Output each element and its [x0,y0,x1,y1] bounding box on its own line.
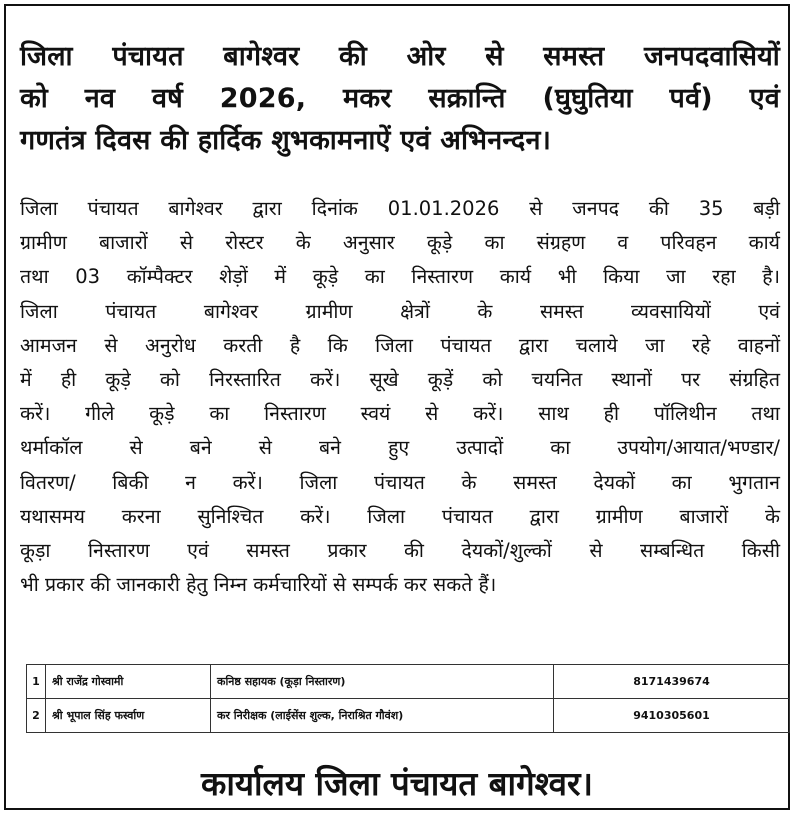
employee-name: श्री भूपाल सिंह फर्स्वाण [46,699,211,733]
office-signature: कार्यालय जिला पंचायत बागेश्वर। [200,764,594,803]
table-row [27,699,790,733]
serial-number: 1 [27,665,46,699]
notice-headline [20,36,780,162]
body-line: में ही कूड़े को निरस्तारित करें। सूखे कूड़ें को चयनित स्थानों पर संग्रहित [20,368,780,392]
notice-body [20,192,780,602]
body-line: यथासमय करना सुनिश्चित करें। जिला पंचायत द्वारा ग्रामीण बाजारों के [20,504,780,528]
table-row [27,665,790,699]
notice-document [4,4,790,810]
body-line: भी प्रकार की जानकारी हेतु निम्न कर्मचारियों से सम्पर्क कर सकते हैं। [20,573,497,597]
body-line: करें। गीले कूड़े का निस्तारण स्वयं से करें। साथ ही पॉलिथीन तथा [20,402,780,426]
employee-phone: 8171439674 [554,665,790,699]
body-line: वितरण/ बिकी न करें। जिला पंचायत के समस्त देयकों का भुगतान [20,470,780,494]
employee-designation: कर निरीक्षक (लाईसेंस शुल्क, निराश्रित गौवंश) [211,699,554,733]
headline-line: गणतंत्र दिवस की हार्दिक शुभकामनाऐं एवं अभिनन्दन। [20,125,552,156]
serial-number: 2 [27,699,46,733]
employee-designation: कनिष्ठ सहायक (कूड़ा निस्तारण) [211,665,554,699]
headline-line: को नव वर्ष 2026, मकर सक्रान्ति (घुघुतिया पर्व) एवं [20,83,780,114]
body-line: कूड़ा निस्तारण एवं समस्त प्रकार की देयकों/शुल्कों से सम्बन्धित किसी [20,539,780,563]
employee-phone: 9410305601 [554,699,790,733]
headline-line: जिला पंचायत बागेश्वर की ओर से समस्त जनपदवासियों [20,41,780,72]
body-line: तथा 03 कॉम्पैक्टर शेड़ों में कूड़े का निस्तारण कार्य भी किया जा रहा है। [20,265,780,289]
body-line: थर्माकॉल से बने से बने हुए उत्पादों का उपयोग/आयात/भण्डार/ [20,436,780,460]
employee-name: श्री राजेंद्र गोस्वामी [46,665,211,699]
body-line: ग्रामीण बाजारों से रोस्टर के अनुसार कूड़े का संग्रहण व परिवहन कार्य [20,231,780,255]
contact-table [26,664,790,733]
body-line: जिला पंचायत बागेश्वर द्वारा दिनांक 01.01.2026 से जनपद की 35 बड़ी [20,197,780,220]
body-line: आमजन से अनुरोध करती है कि जिला पंचायत द्वारा चलाये जा रहे वाहनों [20,333,780,357]
body-line: जिला पंचायत बागेश्वर ग्रामीण क्षेत्रों के समस्त व्यवसायियों एवं [20,299,780,323]
